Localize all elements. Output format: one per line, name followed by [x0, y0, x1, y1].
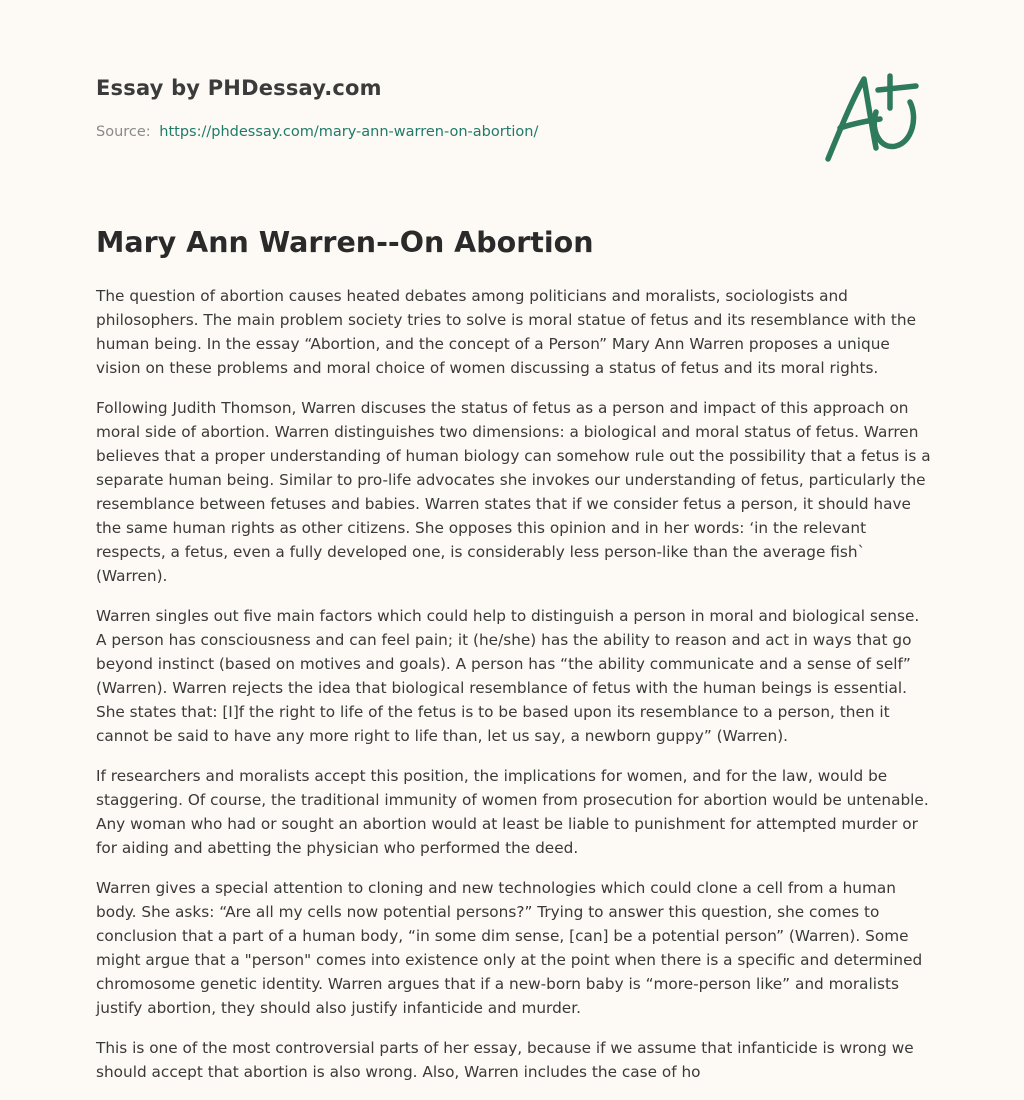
essay-paragraph: Warren gives a special attention to cloning and new technologies which could clone a cell from a human body. She asks: “Are all my cells now potential persons?” Trying to answer this question, she comes to conclusion that a part of a human body, “in some dim sense, [can] be a potential person” (Warren). Some might argue that a "person" comes into existence only at the point when there is a specific and determined chromosome genetic identity. Warren argues that if a new-born baby is “more-person like” and moralists justify abortion, they should also justify infanticide and murder.	[96, 879, 923, 1017]
essay-paragraph: Following Judith Thomson, Warren discuses the status of fetus as a person and impact of this approach on moral side of abortion. Warren distinguishes two dimensions: a biological and moral status of fetus. Warren believes that a proper understanding of human biology can somehow rule out the possibility that a fetus is a separate human being. Similar to pro-life advocates she invokes our understanding of fetus, particularly the resemblance between fetuses and babies. Warren states that if we consider fetus a person, it should have the same human rights as other citizens. She opposes this opinion and in her words: ‘in the relevant respects, a fetus, even a fully developed one, is considerably less person-like than the average fish` (Warren).	[96, 399, 931, 585]
essay-body	[96, 284, 932, 1100]
essay-paragraph: Warren singles out five main factors which could help to distinguish a person in moral and biological sense. A person has consciousness and can feel pain; it (he/she) has the ability to reason and act in ways that go beyond instinct (based on motives and goals). A person has “the ability communicate and a sense of self” (Warren). Warren rejects the idea that biological resemblance of fetus with the human beings is essential. She states that: [I]f the right to life of the fetus is to be based upon its resemblance to a person, then it cannot be said to have any more right to life than, let us say, a newborn guppy” (Warren).	[96, 607, 920, 745]
a-plus-logo-icon	[818, 66, 928, 166]
essay-paragraph: This is one of the most controversial parts of her essay, because if we assume that infanticide is wrong we should accept that abortion is also wrong. Also, Warren includes the case of ho	[96, 1039, 914, 1081]
source-link[interactable]: https://phdessay.com/mary-ann-warren-on-abortion/	[159, 124, 539, 140]
site-title: Essay by PHDessay.com	[96, 76, 382, 100]
source-label: Source:	[96, 124, 151, 140]
essay-paragraph: If researchers and moralists accept this position, the implications for women, and for the law, would be staggering. Of course, the traditional immunity of women from prosecution for abortion would be untenable. Any woman who had or sought an abortion would at least be liable to punishment for attempted murder or for aiding and abetting the physician who performed the deed.	[96, 767, 929, 857]
essay-paragraph: The question of abortion causes heated debates among politicians and moralists, sociologists and philosophers. The main problem society tries to solve is moral statue of fetus and its resemblance with the human being. In the essay “Abortion, and the concept of a Person” Mary Ann Warren proposes a unique vision on these problems and moral choice of women discussing a status of fetus and its moral rights.	[96, 287, 917, 377]
source-line	[96, 124, 538, 140]
essay-title: Mary Ann Warren--On Abortion	[96, 226, 594, 259]
